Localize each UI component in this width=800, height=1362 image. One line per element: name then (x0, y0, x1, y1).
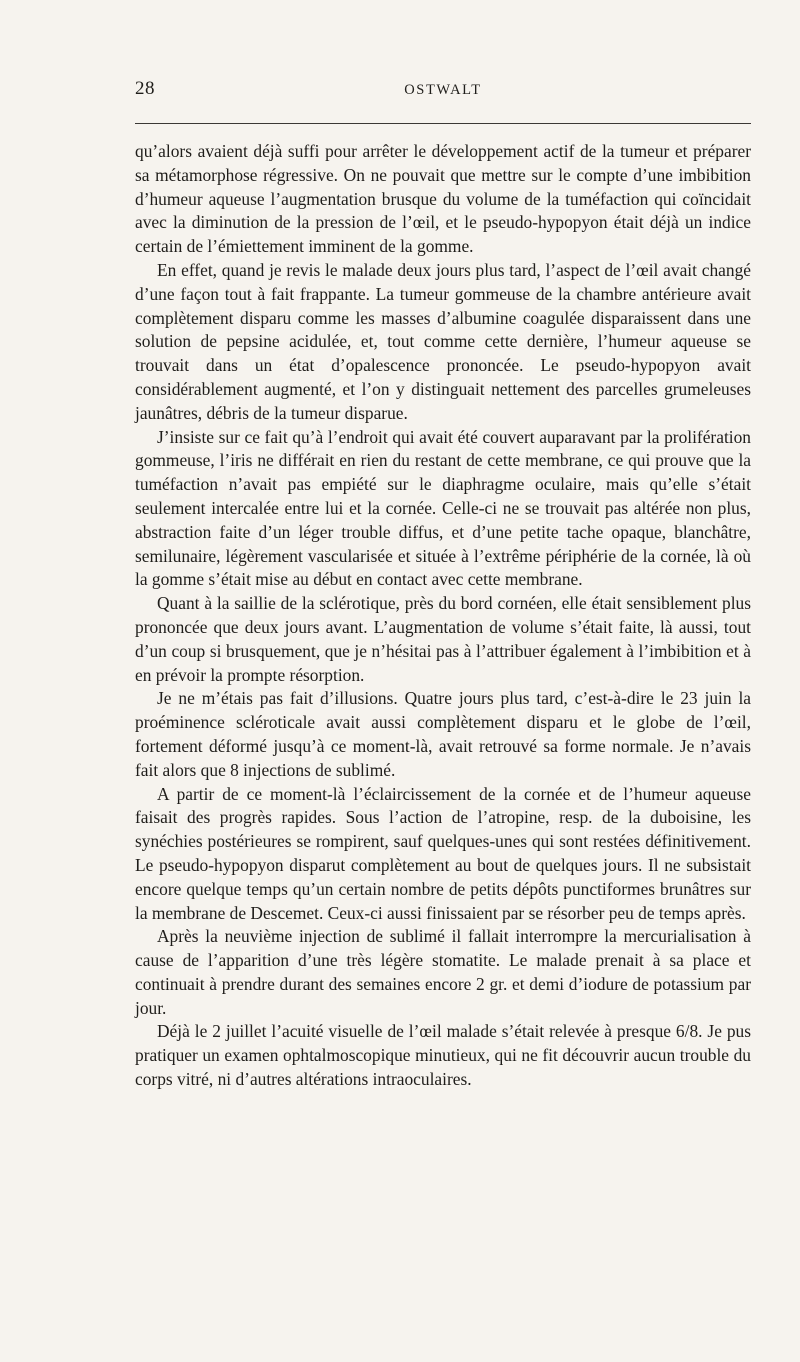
page-header (135, 78, 751, 108)
paragraph-1: qu’alors avaient déjà suffi pour arrêter le développement actif de la tumeur et préparer sa métamorphose régressive. On ne pouvait que mettre sur le compte d’une imbibition d’humeur aqueuse l’augmentation brusque du volume de la tuméfaction qui coïncidait avec la diminution de la pression de l’œil, et le pseudo-hypopyon était déjà un indice certain de l’émiettement imminent de la gomme. (135, 141, 751, 257)
paragraph-7: Après la neuvième injection de sublimé il fallait interrompre la mercurialisation à cause de l’apparition d’une très légère stomatite. Le malade prenait à sa place et continuait à prendre durant des semaines encore 2 gr. et demi d’iodure de potassium par jour. (135, 926, 751, 1018)
paragraph-3: J’insiste sur ce fait qu’à l’endroit qui avait été couvert auparavant par la prolifération gommeuse, l’iris ne différait en rien du restant de cette membrane, ce qui prouve que la tuméfaction n’avait pas empiété sur le diaphragme oculaire, mais qu’elle s’était seulement intercalée entre lui et la cornée. Celle-ci ne se trouvait pas altérée non plus, abstraction faite d’un léger trouble diffus, et d’une petite tache opaque, blanchâtre, semilunaire, légèrement vascularisée et située à l’extrême périphérie de la cornée, là où la gomme s’était mise au début en contact avec cette membrane. (135, 426, 751, 590)
header-rule (135, 123, 751, 124)
page-number: 28 (135, 78, 155, 99)
paragraph-5: Je ne m’étais pas fait d’illusions. Quatre jours plus tard, c’est-à-dire le 23 juin la proéminence scléroticale avait aussi complètement disparu et le globe de l’œil, fortement déformé jusqu’à ce moment-là, avait retrouvé sa forme normale. Je n’avais fait alors que 8 injections de sublimé. (135, 688, 751, 780)
paragraph-4: Quant à la saillie de la sclérotique, près du bord cornéen, elle était sensiblement plus prononcée que deux jours avant. L’augmentation de volume s’était faite, là aussi, tout d’un coup si brusquement, que je n’hésitai pas à l’attribuer également à l’imbibition et à en prévoir la prompte résorption. (135, 593, 751, 685)
body-text (135, 140, 751, 1092)
paragraph-2: En effet, quand je revis le malade deux jours plus tard, l’aspect de l’œil avait changé d’une façon tout à fait frappante. La tumeur gommeuse de la chambre antérieure avait complètement disparu comme les masses d’albumine coagulée disparaissent dans une solution de pepsine acidulée, et, tout comme cette dernière, l’humeur aqueuse se trouvait dans un état d’opalescence prononcée. Le pseudo-hypopyon avait considérablement augmenté, et l’on y distinguait nettement des parcelles grumeleuses jaunâtres, débris de la tumeur disparue. (135, 259, 751, 423)
running-head: OSTWALT (404, 82, 482, 98)
paragraph-8: Déjà le 2 juillet l’acuité visuelle de l’œil malade s’était relevée à presque 6/8. Je pus pratiquer un examen ophtalmoscopique minutieux, qui ne fit découvrir aucun trouble du corps vitré, ni d’autres altérations intraoculaires. (135, 1021, 751, 1090)
paragraph-6: A partir de ce moment-là l’éclaircissement de la cornée et de l’humeur aqueuse faisait des progrès rapides. Sous l’action de l’atropine, resp. de la duboisine, les synéchies postérieures se rompirent, sauf quelques-unes qui sont restées définitivement. Le pseudo-hypopyon disparut complètement au bout de quelques jours. Il ne subsistait encore quelque temps qu’un certain nombre de petits dépôts punctiformes brunâtres sur la membrane de Descemet. Ceux-ci aussi finissaient par se résorber peu de temps après. (135, 783, 751, 923)
